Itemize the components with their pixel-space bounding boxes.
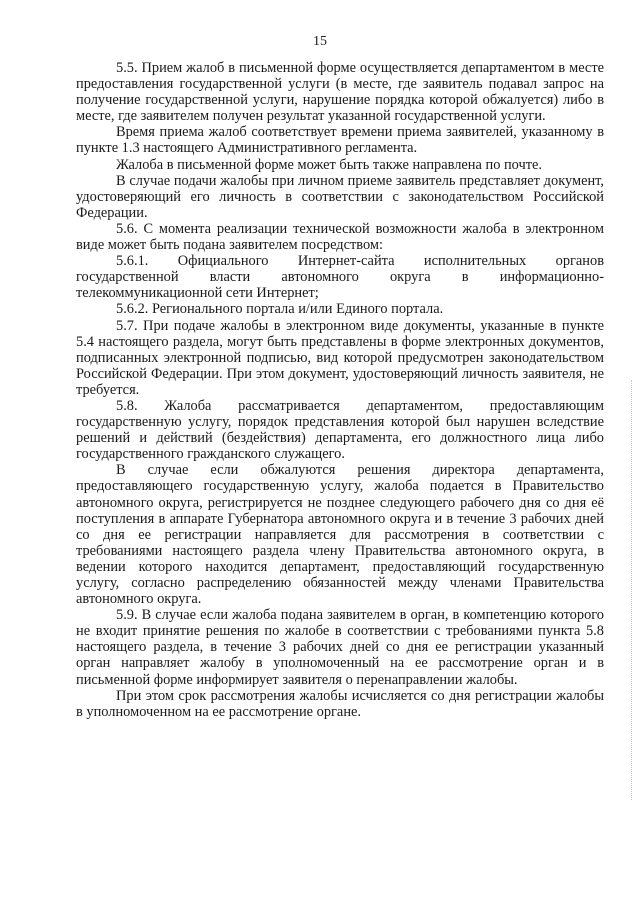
- paragraph-director-complaint: В случае если обжалуются решения директора департамента, предоставляющего государственную услугу, жалоба подается в Правительство автономного округа, регистрируется не позднее следующего рабочего дня со дня её поступления в аппарате Губернатора автономного округа и в течение 3 рабочих дней со дня ее регистрации направляется для рассмотрения в соответствии с требованиями настоящего раздела члену Правительства автономного округа, в ведении которого находится департамент, предоставляющий государственную услугу, согласно распределению обязанностей между членами Правительства автономного округа.: [76, 462, 604, 608]
- page-number: 15: [313, 34, 327, 49]
- document-body: [76, 60, 604, 720]
- paragraph-5-6: 5.6. С момента реализации технической возможности жалоба в электронном виде может быть подана заявителем посредством:: [76, 220, 604, 254]
- paragraph-5-8: 5.8. Жалоба рассматривается департаментом, предоставляющим государственную услугу, порядок представления которой был нарушен вследствие решений и действий (бездействия) департамента, его должностного лица либо государственного гражданского служащего.: [76, 397, 604, 463]
- paragraph-personal-reception: В случае подачи жалобы при личном приеме заявитель представляет документ, удостоверяющий его личность в соответствии с законодательством Российской Федерации.: [76, 172, 604, 221]
- scan-edge-mark: [629, 380, 632, 800]
- paragraph-5-9: 5.9. В случае если жалоба подана заявителем в орган, в компетенцию которого не входит принятие решения по жалобе в соответствии с требованиями пункта 5.8 настоящего раздела, в течение 3 рабочих дней со дня ее регистрации указанный орган направляет жалобу в уполномоченный на ее рассмотрение орган и в письменной форме информирует заявителя о перенаправлении жалобы.: [76, 607, 604, 688]
- paragraph-5-7: 5.7. При подаче жалобы в электронном виде документы, указанные в пункте 5.4 настоящего раздела, могут быть представлены в форме электронных документов, подписанных электронной подписью, вид которой предусмотрен законодательством Российской Федерации. При этом документ, удостоверяющий личность заявителя, не требуется.: [76, 317, 604, 398]
- paragraph-postal: Жалоба в письменной форме может быть также направлена по почте.: [116, 156, 543, 173]
- paragraph-5-6-1: 5.6.1. Официального Интернет-сайта исполнительных органов государственной власти автономного округа в информационно-телекоммуникационной сети Интернет;: [76, 253, 604, 302]
- paragraph-5-6-2: 5.6.2. Регионального портала и/или Единого портала.: [116, 301, 444, 318]
- paragraph-reception-time: Время приема жалоб соответствует времени приема заявителей, указанному в пункте 1.3 настоящего Административного регламента.: [76, 124, 604, 157]
- paragraph-review-term: При этом срок рассмотрения жалобы исчисляется со дня регистрации жалобы в уполномоченном на ее рассмотрение органе.: [76, 687, 604, 720]
- paragraph-5-5: 5.5. Прием жалоб в письменной форме осуществляется департаментом в месте предоставления государственной услуги (в месте, где заявитель подавал запрос на получение государственной услуги, нарушение порядка которой обжалуется) либо в месте, где заявителем получен результат указанной государственной услуги.: [76, 60, 604, 125]
